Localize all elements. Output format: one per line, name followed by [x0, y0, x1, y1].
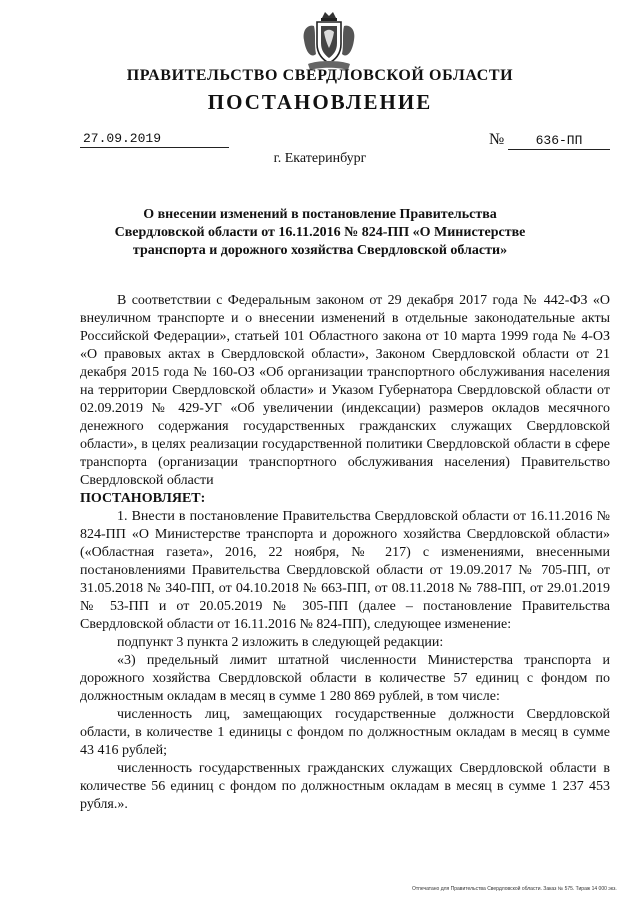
document-heading	[100, 206, 540, 260]
document-number: 636-ПП	[508, 133, 610, 150]
number-label: №	[489, 131, 505, 148]
decree-word: ПОСТАНОВЛЯЕТ:	[80, 491, 206, 506]
city: г. Екатеринбург	[273, 151, 367, 166]
government-title: ПРАВИТЕЛЬСТВО СВЕРДЛОВСКОЙ ОБЛАСТИ	[126, 67, 514, 84]
heading-line: О внесении изменений в постановление Правительства	[143, 207, 497, 222]
preamble-paragraph: В соответствии с Федеральным законом от 29 декабря 2017 года № 442-ФЗ «О внеуличном транспорте и о внесении изменений в отдельные законодательные акты Российской Федерации», статьей 101 Областного закона от 10 марта 1999 года № 4-ОЗ «О правовых актах в Свердловской области», Законом Свердловской области от 21 декабря 2015 года № 160-ОЗ «Об организации транспортного обслуживания населения на территории Свердловской области» и Указом Губернатора Свердловской области от 02.09.2019 № 429-УГ «Об увеличении (индексации) размеров окладов месячного денежного содержания государственных гражданских служащих Свердловской области», в целях реализации государственной политики Свердловской области в сфере транспорта (организации транспортного обслуживания населения) Правительство Свердловской области	[80, 293, 610, 488]
document-type: ПОСТАНОВЛЕНИЕ	[207, 90, 433, 114]
coat-of-arms-icon	[300, 10, 358, 74]
heading-line: Свердловской области от 16.11.2016 № 824-ПП «О Министерстве	[114, 225, 526, 240]
subitem-paragraph: подпункт 3 пункта 2 изложить в следующей редакции:	[117, 635, 444, 650]
item-1-paragraph: 1. Внести в постановление Правительства Свердловской области от 16.11.2016 № 824-ПП «О Министерстве транспорта и дорожного хозяйства Свердловской области» («Областная газета», 2016, 22 ноября, № 217) с изменениями, внесенными постановлениями Правительства Свердловской области от 19.09.2017 № 705-ПП, от 31.05.2018 № 340-ПП, от 04.10.2018 № 663-ПП, от 08.11.2018 № 788-ПП, от 29.01.2019 № 53-ПП и от 20.05.2019 № 305-ПП (далее – постановление Правительства Свердловской области от 16.11.2016 № 824-ПП), следующее изменение:	[80, 509, 610, 632]
document-date: 27.09.2019	[80, 131, 229, 148]
civil-servants-paragraph: численность государственных гражданских служащих Свердловской области в количестве 56 единиц с фондом по должностным окладам в месяц в сумме 1 237 453 рубля.».	[80, 761, 610, 812]
heading-line: транспорта и дорожного хозяйства Свердловской области»	[132, 243, 508, 258]
quoted-paragraph: «3) предельный лимит штатной численности Министерства транспорта и дорожного хозяйства Свердловской области в количестве 57 единиц с фондом по должностным окладам в месяц в сумме 1 280 869 рублей, в том числе:	[80, 653, 610, 704]
state-positions-paragraph: численность лиц, замещающих государственные должности Свердловской области, в количестве 1 единицы с фондом по должностным окладам в месяц в сумме 43 416 рублей;	[80, 707, 610, 758]
document-body	[80, 292, 610, 814]
print-footer-note: Отпечатано для Правительства Свердловской области. Заказ № 575. Тираж 14 000 экз.	[412, 886, 617, 892]
